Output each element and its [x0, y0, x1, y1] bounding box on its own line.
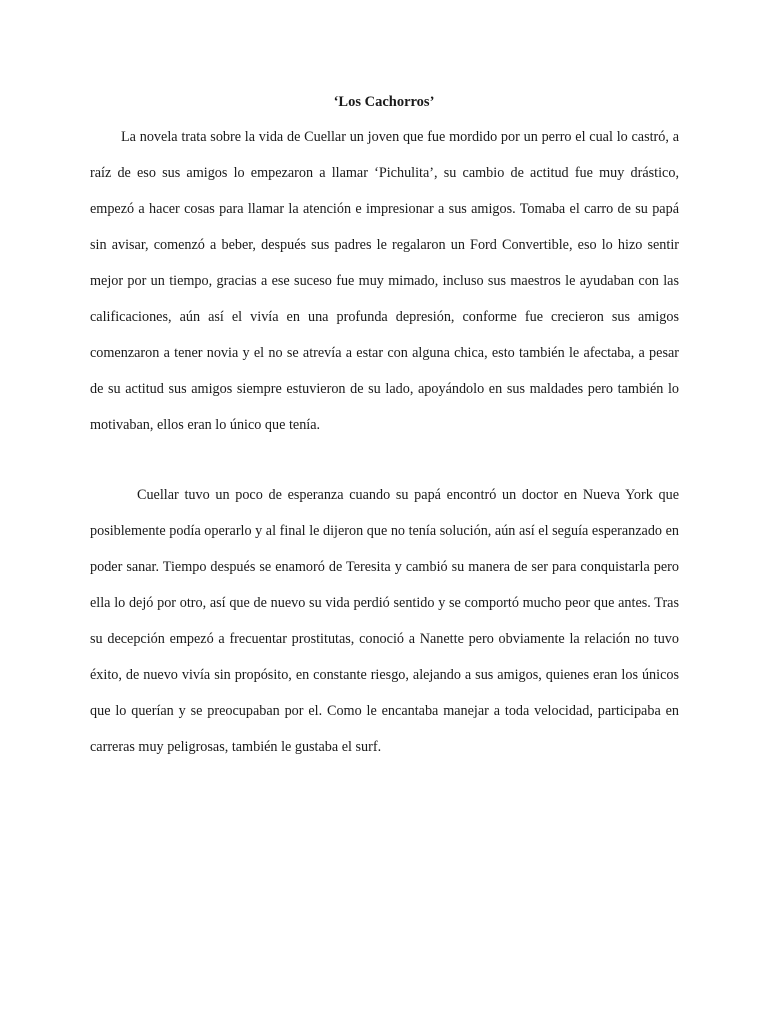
paragraph-1: La novela trata sobre la vida de Cuellar un joven que fue mordido por un perro el cual lo castró, a raíz de eso sus amigos lo empezaron a llamar ‘Pichulita’, su cambio de actitud fue muy drástico, empezó a hacer cosas para llamar la atención e impresionar a sus amigos. Tomaba el carro de su papá sin avisar, comenzó a beber, después sus padres le regalaron un Ford Convertible, eso lo hizo sentir mejor por un tiempo, gracias a ese suceso fue muy mimado, incluso sus maestros le ayudaban con las calificaciones, aún así el vivía en una profunda depresión, conforme fue crecieron sus amigos comenzaron a tener novia y el no se atrevía a estar con alguna chica, esto también le afectaba, a pesar de su actitud sus amigos siempre estuvieron de su lado, apoyándolo en sus maldades pero también lo motivaban, ellos eran lo único que tenía. [90, 129, 679, 433]
document-title: ‘Los Cachorros’ [333, 94, 435, 110]
paragraph-2: Cuellar tuvo un poco de esperanza cuando su papá encontró un doctor en Nueva York que posiblemente podía operarlo y al final le dijeron que no tenía solución, aún así el seguía esperanzado en poder sanar. Tiempo después se enamoró de Teresita y cambió su manera de ser para conquistarla pero ella lo dejó por otro, así que de nuevo su vida perdió sentido y se comportó mucho peor que antes. Tras su decepción empezó a frecuentar prostitutas, conoció a Nanette pero obviamente la relación no tuvo éxito, de nuevo vivía sin propósito, en constante riesgo, alejando a sus amigos, quienes eran los únicos que lo querían y se preocupaban por el. Como le encantaba manejar a toda velocidad, participaba en carreras muy peligrosas, también le gustaba el surf. [90, 487, 679, 755]
